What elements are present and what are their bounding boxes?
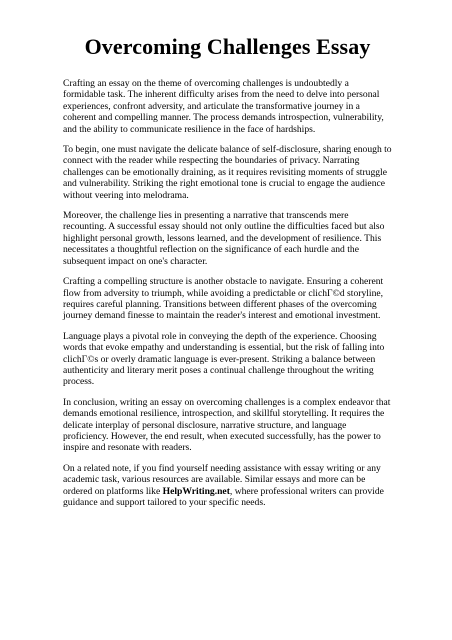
paragraph-self-disclosure: To begin, one must navigate the delicate balance of self-disclosure, sharing enough to connect with the reader while respecting the boundaries of privacy. Narrating challenges can be emotionally draining, as it requires revisiting moments of struggle and vulnerability. Striking the right emotional tone is crucial to engage the audience without veering into melodrama.	[63, 144, 392, 201]
brand-name: HelpWriting.net	[162, 485, 230, 497]
paragraph-conclusion: In conclusion, writing an essay on overcoming challenges is a complex endeavor that demands emotional resilience, introspection, and skillful storytelling. It requires the delicate interplay of personal disclosure, narrative structure, and language proficiency. However, the end result, when executed successfully, has the power to inspire and resonate with readers.	[63, 396, 391, 454]
related-note-text: On a related note, if you find yourself needing assistance with essay writing or any academic task, various resources are available. Similar essays and more can be ordered on platforms like	[63, 462, 381, 497]
paragraph-intro: Crafting an essay on the theme of overcoming challenges is undoubtedly a formidable task. The inherent difficulty arises from the need to delve into personal experiences, confront adversity, and articulate the transformative journey in a coherent and compelling manner. The process demands introspection, vulnerability, and the ability to communicate resilience in the face of hardships.	[63, 78, 384, 135]
paragraph-language: Language plays a pivotal role in conveying the depth of the experience. Choosing words that evoke empathy and understanding is essential, but the risk of falling into clichГ©s or overly dramatic language is ever-present. Striking a balance between authenticity and literary merit poses a continual challenge throughout the writing process.	[63, 330, 385, 388]
paragraph-structure: Crafting a compelling structure is another obstacle to navigate. Ensuring a coherent flow from adversity to triumph, while avoiding a predictable or clichГ©d storyline, requires careful planning. Transitions between different phases of the overcoming journey demand finesse to maintain the reader's interest and emotional investment.	[63, 276, 384, 322]
paragraph-related-note	[63, 463, 392, 509]
page-title: Overcoming Challenges Essay	[84, 34, 371, 59]
related-note-text-end: , where professional writers can provide guidance and support tailored to your specific needs.	[63, 485, 384, 508]
paragraph-narrative: Moreover, the challenge lies in presenting a narrative that transcends mere recounting. A successful essay should not only outline the difficulties faced but also highlight personal growth, lessons learned, and the development of resilience. This necessitates a thoughtful reflection on the significance of each hurdle and the subsequent impact on one's character.	[63, 210, 385, 267]
